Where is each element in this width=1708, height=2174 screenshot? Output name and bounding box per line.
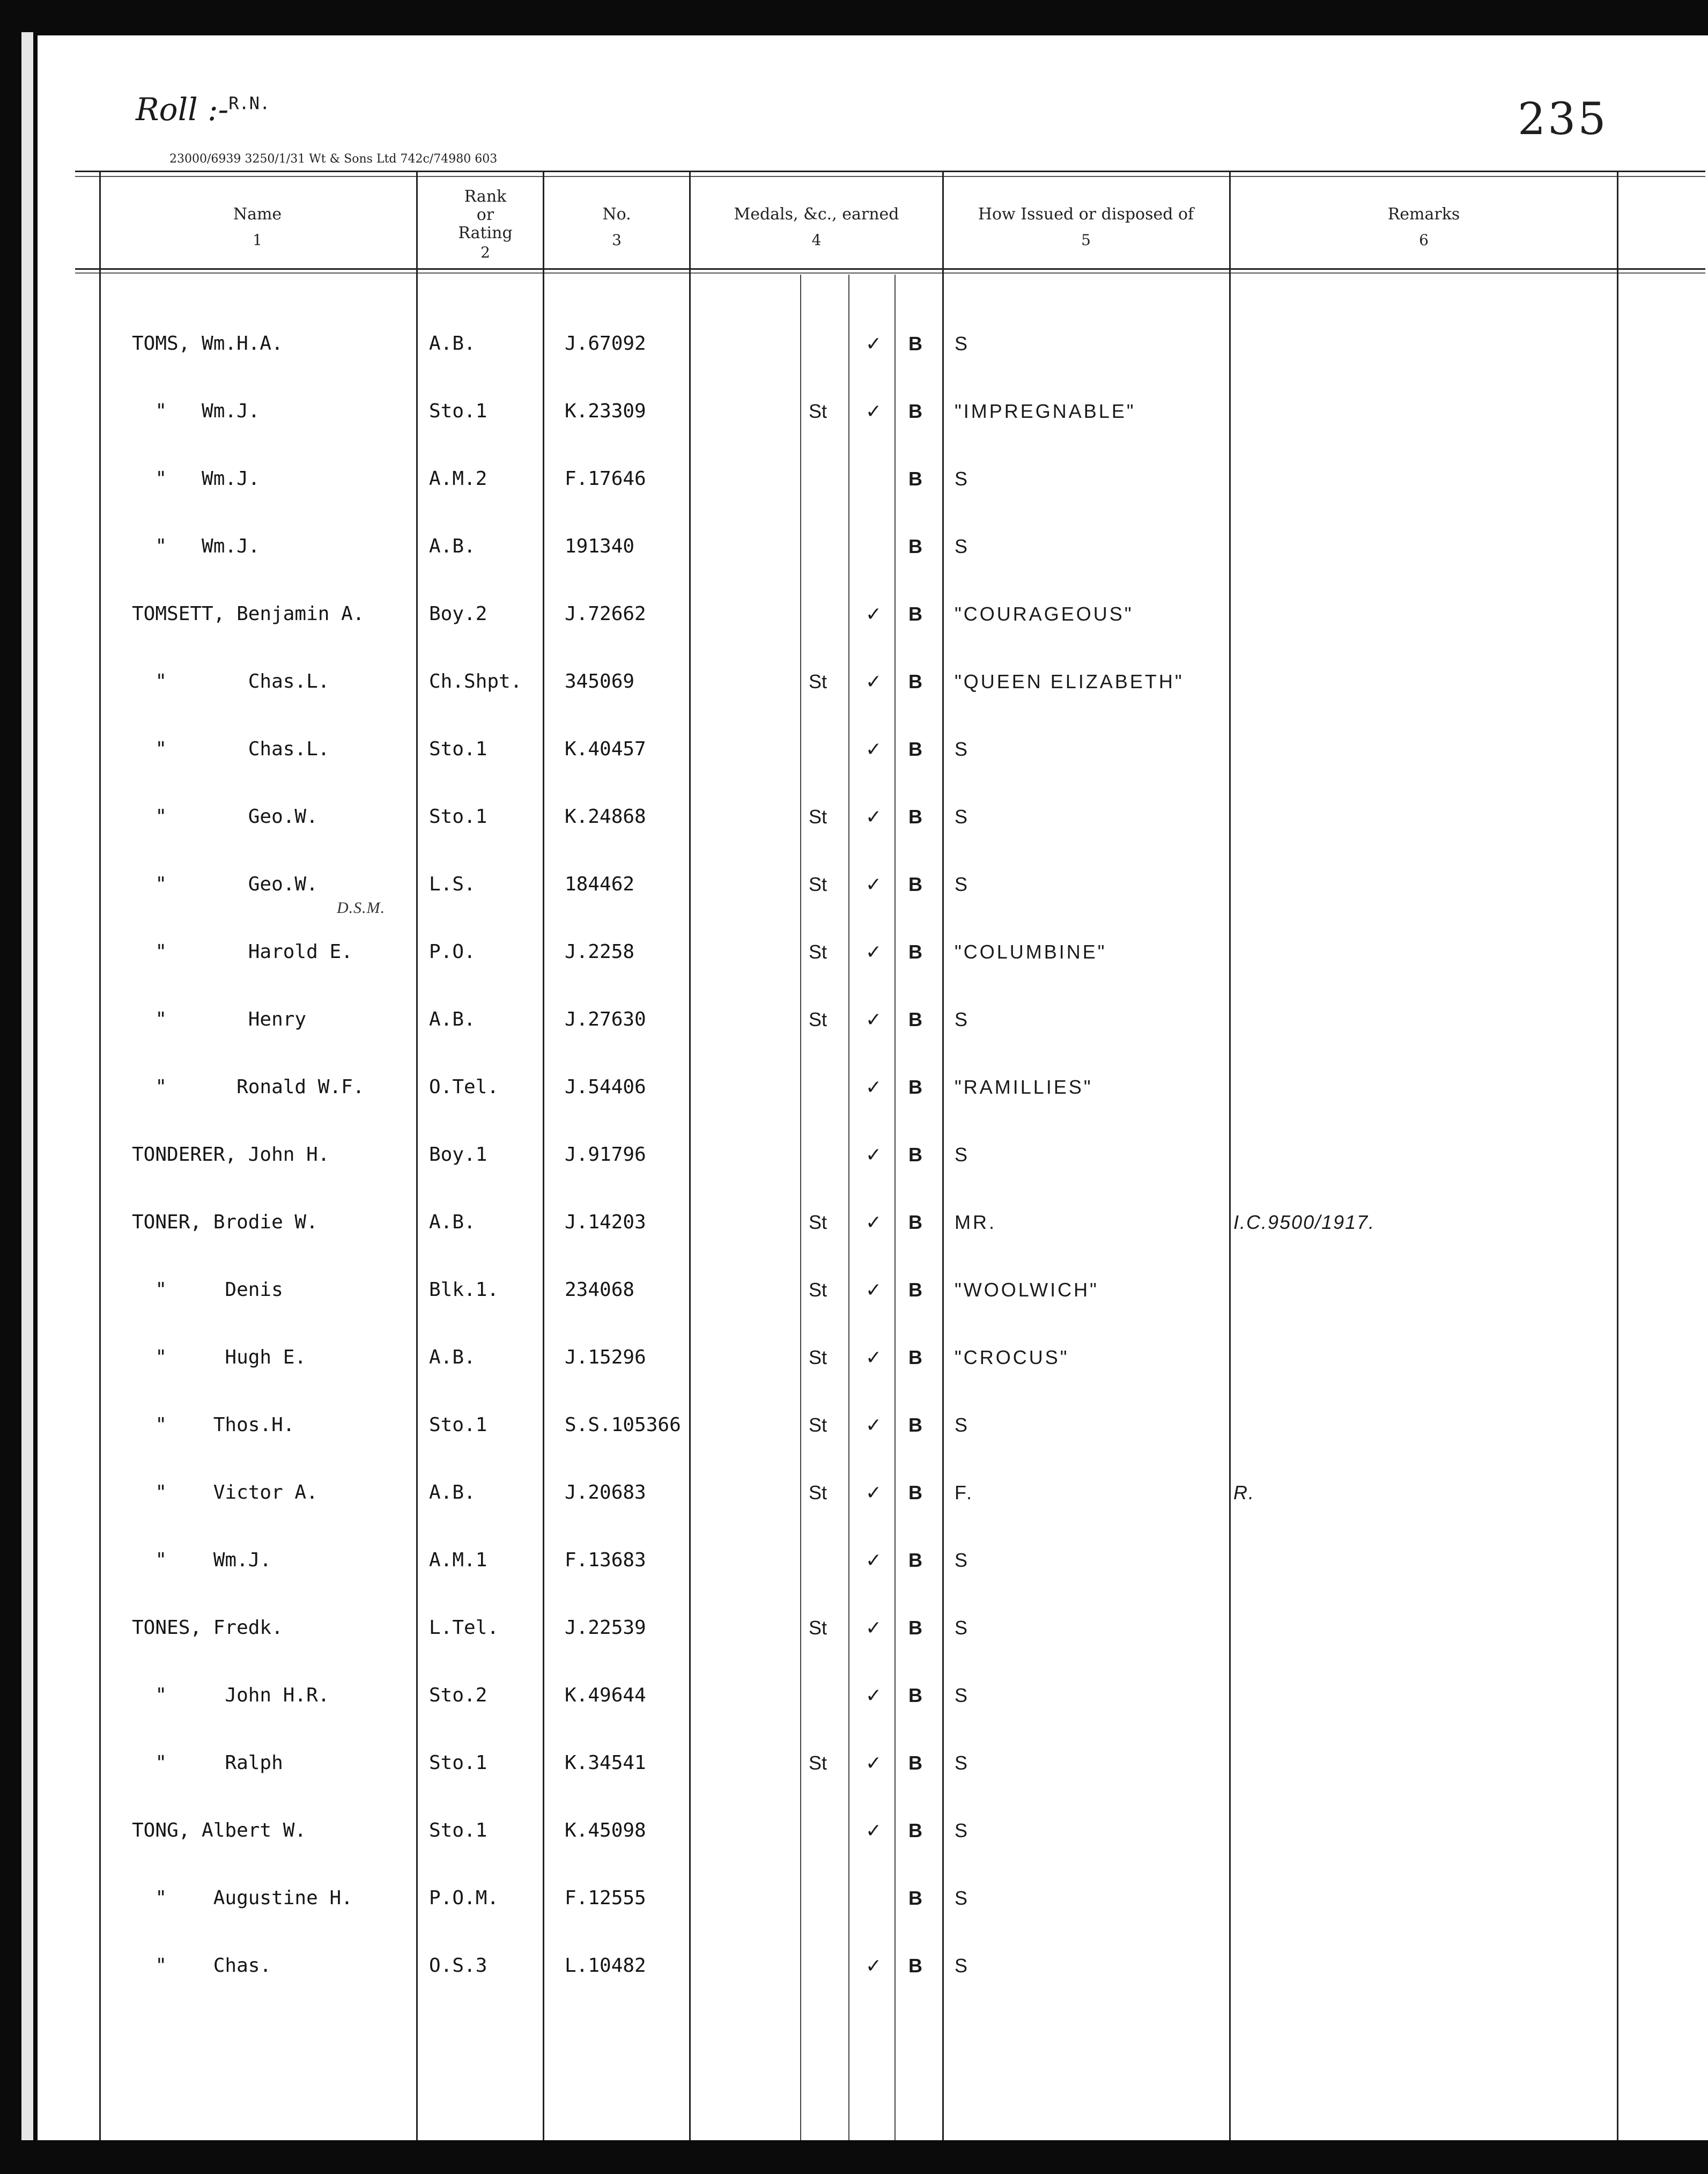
table-row xyxy=(0,1684,1708,1752)
header-top-rule-2 xyxy=(75,176,1705,177)
col-header-label: Medals, &c., earned xyxy=(734,205,899,224)
tick-mark: ✓ xyxy=(866,603,882,625)
number-cell: J.27630 xyxy=(565,1008,646,1030)
table-row xyxy=(0,400,1708,468)
col-header-number: 5 xyxy=(1081,231,1091,249)
number-cell: J.72662 xyxy=(565,603,646,625)
bwm-mark: B xyxy=(908,1752,922,1774)
name-cell: " Thos.H. xyxy=(132,1414,295,1436)
number-cell: K.40457 xyxy=(565,738,646,760)
star-mark: St xyxy=(809,1414,827,1436)
bwm-mark: B xyxy=(908,1346,922,1368)
col-header-rank xyxy=(429,188,542,262)
rank-cell: Sto.2 xyxy=(429,1684,487,1706)
issued-cell: "CROCUS" xyxy=(955,1346,1069,1368)
issued-cell: S xyxy=(955,1684,970,1706)
star-mark: St xyxy=(809,873,827,895)
tick-mark: ✓ xyxy=(866,670,882,692)
issued-cell: S xyxy=(955,1008,970,1030)
rank-cell: A.B. xyxy=(429,1482,476,1504)
bwm-mark: B xyxy=(908,333,922,355)
number-cell: F.17646 xyxy=(565,468,646,490)
tick-mark: ✓ xyxy=(866,1008,882,1030)
col-header-number: 1 xyxy=(253,231,262,249)
rank-cell: A.M.2 xyxy=(429,468,487,490)
rank-cell: L.Tel. xyxy=(429,1617,499,1639)
rank-cell: Boy.1 xyxy=(429,1144,487,1166)
number-cell: 345069 xyxy=(565,670,635,692)
tick-mark: ✓ xyxy=(866,1819,882,1841)
issued-cell: F. xyxy=(955,1482,974,1504)
bwm-mark: B xyxy=(908,1008,922,1030)
name-cell: " Wm.J. xyxy=(132,1549,272,1571)
issued-cell: S xyxy=(955,1819,970,1841)
bwm-mark: B xyxy=(908,1279,922,1301)
issued-cell: S xyxy=(955,1414,970,1436)
name-cell: " Henry xyxy=(132,1008,307,1030)
number-cell: K.24868 xyxy=(565,806,646,828)
tick-mark: ✓ xyxy=(866,738,882,760)
rank-cell: Sto.1 xyxy=(429,1414,487,1436)
bwm-mark: B xyxy=(908,1482,922,1504)
number-cell: J.67092 xyxy=(565,333,646,355)
number-cell: J.54406 xyxy=(565,1076,646,1098)
name-cell: " Victor A. xyxy=(132,1482,318,1504)
issued-cell: S xyxy=(955,333,970,355)
rank-cell: A.B. xyxy=(429,1008,476,1030)
bwm-mark: B xyxy=(908,941,922,963)
table-row xyxy=(0,1211,1708,1279)
tick-mark: ✓ xyxy=(866,1211,882,1233)
number-cell: 234068 xyxy=(565,1279,635,1301)
star-mark: St xyxy=(809,1752,827,1774)
issued-cell: S xyxy=(955,1617,970,1639)
tick-mark: ✓ xyxy=(866,1482,882,1504)
table-row xyxy=(0,1008,1708,1076)
issued-cell: "WOOLWICH" xyxy=(955,1279,1099,1301)
bwm-mark: B xyxy=(908,738,922,760)
tick-mark: ✓ xyxy=(866,1955,882,1977)
table-row xyxy=(0,1346,1708,1414)
number-cell: J.15296 xyxy=(565,1346,646,1368)
name-cell: " Harold E. xyxy=(132,941,353,963)
rank-cell: Sto.1 xyxy=(429,1752,487,1774)
tick-mark: ✓ xyxy=(866,400,882,422)
roll-service: R.N. xyxy=(228,93,270,114)
name-cell: " Chas. xyxy=(132,1955,272,1977)
number-cell: J.91796 xyxy=(565,1144,646,1166)
star-mark: St xyxy=(809,806,827,828)
col-header-issued xyxy=(944,205,1228,249)
rank-cell: A.B. xyxy=(429,1211,476,1233)
col-header-label: Name xyxy=(233,205,282,224)
table-row xyxy=(0,468,1708,535)
header-top-rule xyxy=(75,171,1705,172)
table-row xyxy=(0,333,1708,400)
col-header-name xyxy=(102,205,413,249)
col-header-number: 2 xyxy=(480,244,490,261)
issued-cell: "RAMILLIES" xyxy=(955,1076,1093,1098)
number-cell: J.22539 xyxy=(565,1617,646,1639)
issued-cell: S xyxy=(955,468,970,490)
number-cell: K.34541 xyxy=(565,1752,646,1774)
tick-mark: ✓ xyxy=(866,1617,882,1639)
roll-title xyxy=(136,91,270,128)
table-row xyxy=(0,1549,1708,1617)
col-header-number: 3 xyxy=(612,231,622,249)
remarks-cell: I.C.9500/1917. xyxy=(1233,1211,1376,1233)
tick-mark: ✓ xyxy=(866,1144,882,1166)
dsm-annotation: D.S.M. xyxy=(337,899,386,917)
rank-cell: P.O.M. xyxy=(429,1887,499,1909)
table-row xyxy=(0,1887,1708,1955)
header-bottom-rule-2 xyxy=(75,272,1705,274)
number-cell: F.13683 xyxy=(565,1549,646,1571)
star-mark: St xyxy=(809,1617,827,1639)
table-row xyxy=(0,603,1708,670)
issued-cell: S xyxy=(955,1549,970,1571)
tick-mark: ✓ xyxy=(866,1549,882,1571)
star-mark: St xyxy=(809,670,827,692)
bwm-mark: B xyxy=(908,670,922,692)
table-row xyxy=(0,1482,1708,1549)
bwm-mark: B xyxy=(908,400,922,422)
name-cell: TONER, Brodie W. xyxy=(132,1211,318,1233)
rank-cell: A.B. xyxy=(429,1346,476,1368)
number-cell: 191340 xyxy=(565,535,635,557)
table-row xyxy=(0,1819,1708,1887)
rank-cell: L.S. xyxy=(429,873,476,895)
bwm-mark: B xyxy=(908,1684,922,1706)
name-cell: " Geo.W. xyxy=(132,806,318,828)
col-header-label: No. xyxy=(602,205,631,224)
name-cell: " Wm.J. xyxy=(132,468,260,490)
roll-label: Roll :- xyxy=(136,91,229,128)
table-row xyxy=(0,1955,1708,2022)
tick-mark: ✓ xyxy=(866,806,882,828)
tick-mark: ✓ xyxy=(866,1752,882,1774)
issued-cell: MR. xyxy=(955,1211,996,1233)
star-mark: St xyxy=(809,1211,827,1233)
col-header-medals xyxy=(692,205,941,249)
bwm-mark: B xyxy=(908,1617,922,1639)
issued-cell: S xyxy=(955,873,970,895)
rank-cell: A.B. xyxy=(429,333,476,355)
bwm-mark: B xyxy=(908,1414,922,1436)
col-header-label: How Issued or disposed of xyxy=(978,205,1194,224)
issued-cell: S xyxy=(955,1887,970,1909)
col-header-number: 4 xyxy=(811,231,822,249)
name-cell: TOMS, Wm.H.A. xyxy=(132,333,283,355)
star-mark: St xyxy=(809,1279,827,1301)
rank-cell: Sto.1 xyxy=(429,400,487,422)
tick-mark: ✓ xyxy=(866,1414,882,1436)
page-number: 235 xyxy=(1518,94,1608,145)
col-header-no xyxy=(544,205,689,249)
issued-cell: S xyxy=(955,1144,970,1166)
table-row xyxy=(0,1414,1708,1482)
table-row xyxy=(0,1144,1708,1211)
name-cell: " Ronald W.F. xyxy=(132,1076,365,1098)
name-cell: " Wm.J. xyxy=(132,535,260,557)
bwm-mark: B xyxy=(908,1819,922,1841)
name-cell: " Denis xyxy=(132,1279,283,1301)
number-cell: L.10482 xyxy=(565,1955,646,1977)
number-cell: J.20683 xyxy=(565,1482,646,1504)
print-reference: 23000/6939 3250/1/31 Wt & Sons Ltd 742c/74980 603 xyxy=(169,152,498,166)
col-header-label: Remarks xyxy=(1387,205,1460,224)
col-header-label: Rank or Rating xyxy=(458,187,513,242)
rank-cell: A.B. xyxy=(429,535,476,557)
star-mark: St xyxy=(809,1482,827,1504)
tick-mark: ✓ xyxy=(866,1076,882,1098)
tick-mark: ✓ xyxy=(866,873,882,895)
bottom-scan-border xyxy=(0,2140,1708,2174)
name-cell: " Chas.L. xyxy=(132,670,330,692)
issued-cell: "COURAGEOUS" xyxy=(955,603,1134,625)
bwm-mark: B xyxy=(908,603,922,625)
rank-cell: Sto.1 xyxy=(429,738,487,760)
number-cell: K.49644 xyxy=(565,1684,646,1706)
tick-mark: ✓ xyxy=(866,1684,882,1706)
col-header-number: 6 xyxy=(1419,231,1429,249)
table-row xyxy=(0,535,1708,603)
number-cell: K.23309 xyxy=(565,400,646,422)
bwm-mark: B xyxy=(908,1549,922,1571)
name-cell: " Chas.L. xyxy=(132,738,330,760)
number-cell: 184462 xyxy=(565,873,635,895)
number-cell: F.12555 xyxy=(565,1887,646,1909)
tick-mark: ✓ xyxy=(866,1279,882,1301)
table-row xyxy=(0,1076,1708,1144)
name-cell: " Augustine H. xyxy=(132,1887,353,1909)
issued-cell: "COLUMBINE" xyxy=(955,941,1107,963)
bwm-mark: B xyxy=(908,535,922,557)
table-row xyxy=(0,1279,1708,1346)
name-cell: " Hugh E. xyxy=(132,1346,307,1368)
rank-cell: P.O. xyxy=(429,941,476,963)
bwm-mark: B xyxy=(908,873,922,895)
rank-cell: Sto.1 xyxy=(429,806,487,828)
star-mark: St xyxy=(809,1346,827,1368)
table-row xyxy=(0,873,1708,941)
rank-cell: Ch.Shpt. xyxy=(429,670,522,692)
star-mark: St xyxy=(809,400,827,422)
bwm-mark: B xyxy=(908,468,922,490)
name-cell: " Wm.J. xyxy=(132,400,260,422)
table-row xyxy=(0,806,1708,873)
rank-cell: A.M.1 xyxy=(429,1549,487,1571)
table-row xyxy=(0,941,1708,1008)
remarks-cell: R. xyxy=(1233,1482,1255,1504)
name-cell: TONES, Fredk. xyxy=(132,1617,283,1639)
number-cell: S.S.105366 xyxy=(565,1414,681,1436)
table-row xyxy=(0,670,1708,738)
col-header-remarks xyxy=(1231,205,1617,249)
name-cell: TONG, Albert W. xyxy=(132,1819,307,1841)
star-mark: St xyxy=(809,1008,827,1030)
star-mark: St xyxy=(809,941,827,963)
table-row xyxy=(0,1752,1708,1819)
name-cell: TONDERER, John H. xyxy=(132,1144,330,1166)
table-row xyxy=(0,1617,1708,1684)
tick-mark: ✓ xyxy=(866,333,882,355)
table-row xyxy=(0,738,1708,806)
name-cell: " Geo.W. xyxy=(132,873,318,895)
rank-cell: Sto.1 xyxy=(429,1819,487,1841)
issued-cell: S xyxy=(955,1955,970,1977)
number-cell: J.2258 xyxy=(565,941,635,963)
issued-cell: S xyxy=(955,806,970,828)
number-cell: K.45098 xyxy=(565,1819,646,1841)
name-cell: TOMSETT, Benjamin A. xyxy=(132,603,365,625)
issued-cell: S xyxy=(955,1752,970,1774)
bwm-mark: B xyxy=(908,1076,922,1098)
issued-cell: S xyxy=(955,738,970,760)
rank-cell: Boy.2 xyxy=(429,603,487,625)
name-cell: " Ralph xyxy=(132,1752,283,1774)
bwm-mark: B xyxy=(908,1887,922,1909)
issued-cell: "IMPREGNABLE" xyxy=(955,400,1136,422)
tick-mark: ✓ xyxy=(866,941,882,963)
rank-cell: O.Tel. xyxy=(429,1076,499,1098)
issued-cell: "QUEEN ELIZABETH" xyxy=(955,670,1184,692)
tick-mark: ✓ xyxy=(866,1346,882,1368)
bwm-mark: B xyxy=(908,1144,922,1166)
header-bottom-rule xyxy=(75,268,1705,270)
name-cell: " John H.R. xyxy=(132,1684,330,1706)
issued-cell: S xyxy=(955,535,970,557)
number-cell: J.14203 xyxy=(565,1211,646,1233)
rank-cell: O.S.3 xyxy=(429,1955,487,1977)
bwm-mark: B xyxy=(908,1211,922,1233)
rank-cell: Blk.1. xyxy=(429,1279,499,1301)
bwm-mark: B xyxy=(908,806,922,828)
bwm-mark: B xyxy=(908,1955,922,1977)
